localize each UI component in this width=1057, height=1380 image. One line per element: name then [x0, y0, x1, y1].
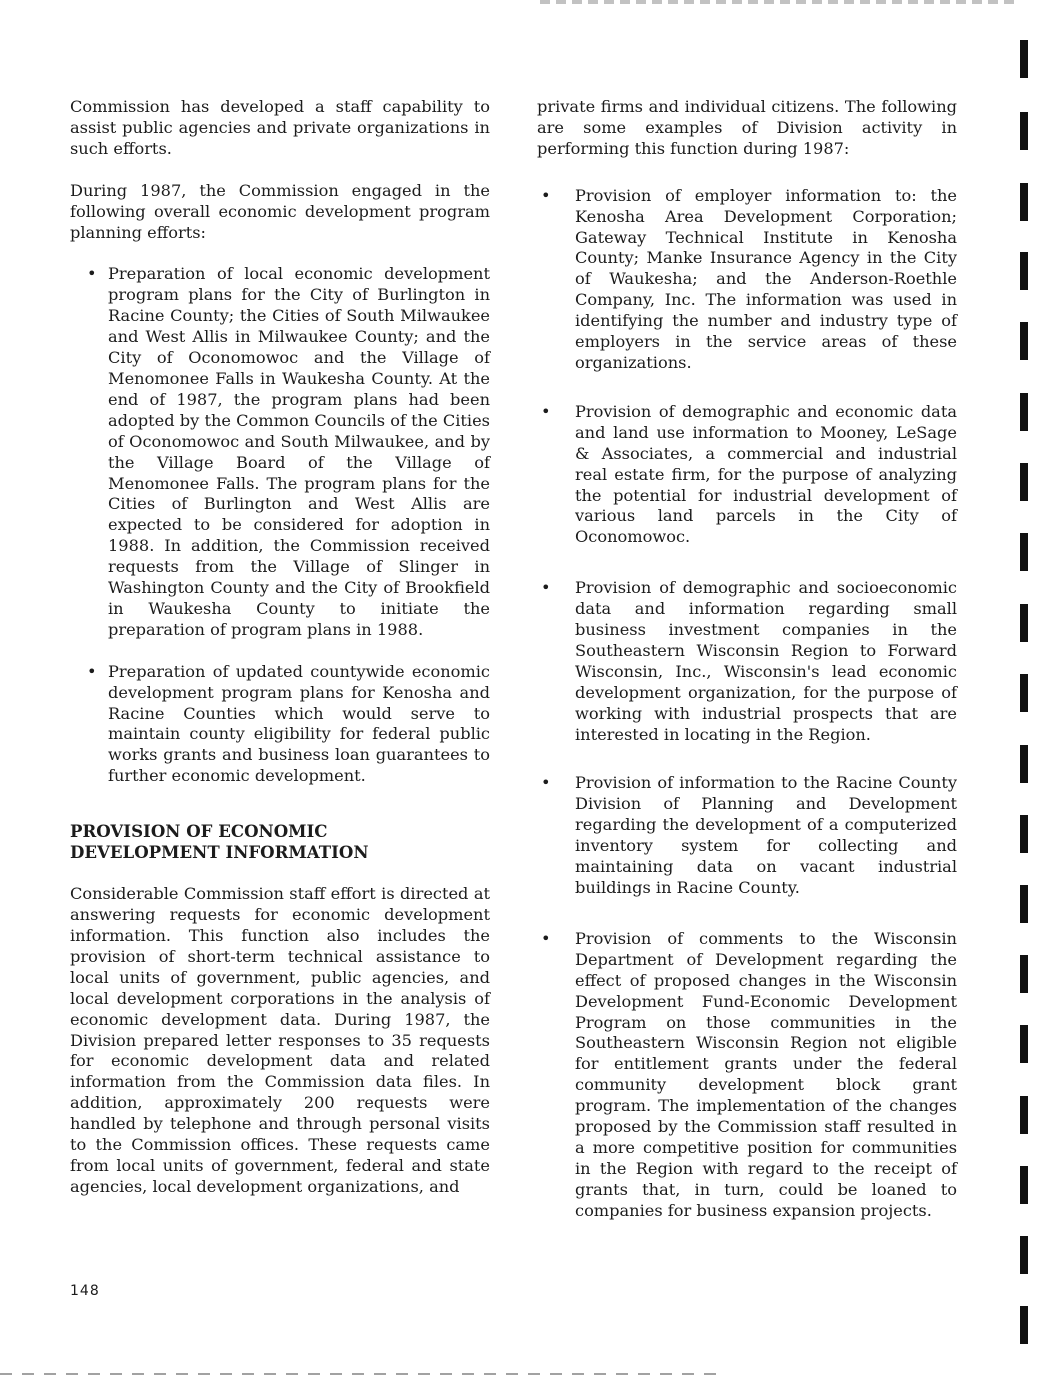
- bullet-dot: •: [541, 185, 551, 205]
- bullet-wisconsin-comments: [537, 929, 957, 1222]
- bullet-text: Provision of information to the Racine County Division of Planning and Development regarding the development of a computerized inventory system for collecting and maintaining data on vacant industrial buildings in Racine County.: [575, 773, 957, 897]
- info-paragraph: Considerable Commission staff effort is directed at answering requests for economic development information. This function also includes the provision of short-term technical assistance to local units of government, public agencies, and local development corporations in the analysis of economic development data. During 1987, the Division prepared letter responses to 35 requests for economic development data and related information from the Commission data files. In addition, approximately 200 requests were handled by telephone and through personal visits to the Commission offices. These requests came from local units of government, federal and state agencies, local development organizations, and: [70, 884, 490, 1196]
- bullet-local-plans: [70, 264, 490, 640]
- registration-mark: [1020, 885, 1028, 923]
- bullet-dot: •: [541, 401, 551, 421]
- registration-mark: [1020, 112, 1028, 150]
- registration-mark: [1020, 463, 1028, 501]
- bullet-racine-planning: [537, 773, 957, 898]
- registration-mark: [1020, 955, 1028, 993]
- bullet-dot: •: [87, 661, 97, 681]
- right-column: [537, 97, 957, 1243]
- scan-artifact-bottom: [0, 1373, 720, 1375]
- registration-mark: [1020, 252, 1028, 290]
- registration-mark: [1020, 815, 1028, 853]
- bullet-dot: •: [87, 264, 97, 284]
- registration-mark: [1020, 393, 1028, 431]
- bullet-dot: •: [541, 578, 551, 598]
- bullet-demographic-mooney: [537, 402, 957, 548]
- bullet-text: Provision of demographic and socioeconomic data and information regarding small business investment companies in the Southeastern Wisconsin Region to Forward Wisconsin, Inc., Wisconsin's lead economic development organization, for the purpose of working with industrial prospects that are interested in locating in the Region.: [575, 578, 957, 744]
- registration-mark: [1020, 1025, 1028, 1063]
- registration-mark: [1020, 183, 1028, 221]
- registration-mark: [1020, 1166, 1028, 1204]
- registration-mark: [1020, 604, 1028, 642]
- bullet-text: Preparation of updated countywide economic development program plans for Kenosha and Racine Counties which would serve to maintain county eligibility for federal public works grants and business loan guarantees to further economic development.: [108, 661, 490, 786]
- bullet-text: Provision of comments to the Wisconsin Department of Development regarding the effect of proposed changes in the Wisconsin Development Fund-Economic Development Program on those communities in the Southeastern Wisconsin Region not eligible for entitlement grants under the federal community development block grant program. The implementation of the changes proposed by the Commission staff resulted in a more competitive position for communities in the Region with regard to the receipt of grants that, in turn, could be loaned to companies for business expansion projects.: [575, 928, 957, 1220]
- registration-mark: [1020, 1236, 1028, 1274]
- continued-paragraph: private firms and individual citizens. The following are some examples of Division activity in performing this function during 1987:: [537, 97, 957, 158]
- bullet-text: Provision of demographic and economic data and land use information to Mooney, LeSage & Associates, a commercial and industrial real estate firm, for the purpose of analyzing the potential for industrial development of various land parcels in the City of Oconomowoc.: [575, 401, 957, 547]
- section-heading: [70, 821, 490, 863]
- page-number: 148: [70, 1283, 100, 1299]
- bullet-dot: •: [541, 773, 551, 793]
- bullet-forward-wisconsin: [537, 578, 957, 745]
- registration-mark: [1020, 1096, 1028, 1134]
- bullet-employer-info: [537, 186, 957, 374]
- scan-artifact-top: [540, 0, 1020, 4]
- efforts-paragraph: During 1987, the Commission engaged in the following overall economic development program planning efforts:: [70, 180, 490, 242]
- registration-mark: [1020, 674, 1028, 712]
- heading-line-1: PROVISION OF ECONOMIC: [70, 821, 328, 842]
- registration-mark: [1020, 40, 1028, 78]
- registration-mark: [1020, 322, 1028, 360]
- registration-mark: [1020, 533, 1028, 571]
- heading-line-2: DEVELOPMENT INFORMATION: [70, 842, 369, 863]
- bullet-text: Preparation of local economic development program plans for the City of Burlington in Racine County; the Cities of South Milwaukee and West Allis in Milwaukee County; and the City of Oconomowoc and the Village of Menomonee Falls in Waukesha County. At the end of 1987, the program plans had been adopted by the Common Councils of the Cities of Oconomowoc and South Milwaukee, and by the Village Board of the Village of Menomonee Falls. The program plans for the Cities of Burlington and West Allis are expected to be considered for adoption in 1988. In addition, the Commission received requests from the Village of Slinger in Washington County and the City of Brookfield in Waukesha County to initiate the preparation of program plans in 1988.: [108, 264, 490, 639]
- registration-mark: [1020, 1306, 1028, 1344]
- registration-mark: [1020, 745, 1028, 783]
- intro-paragraph: Commission has developed a staff capability to assist public agencies and private organizations in such efforts.: [70, 97, 490, 158]
- bullet-dot: •: [541, 928, 551, 948]
- bullet-text: Provision of employer information to: the Kenosha Area Development Corporation; Gateway Technical Institute in Kenosha County; Manke Insurance Agency in the City of Waukesha; and the Anderson-Roethle Company, Inc. The information was used in identifying the number and industry type of employers in the service areas of these organizations.: [575, 185, 957, 372]
- left-column: [70, 97, 490, 1219]
- bullet-countywide-plans: [70, 662, 490, 787]
